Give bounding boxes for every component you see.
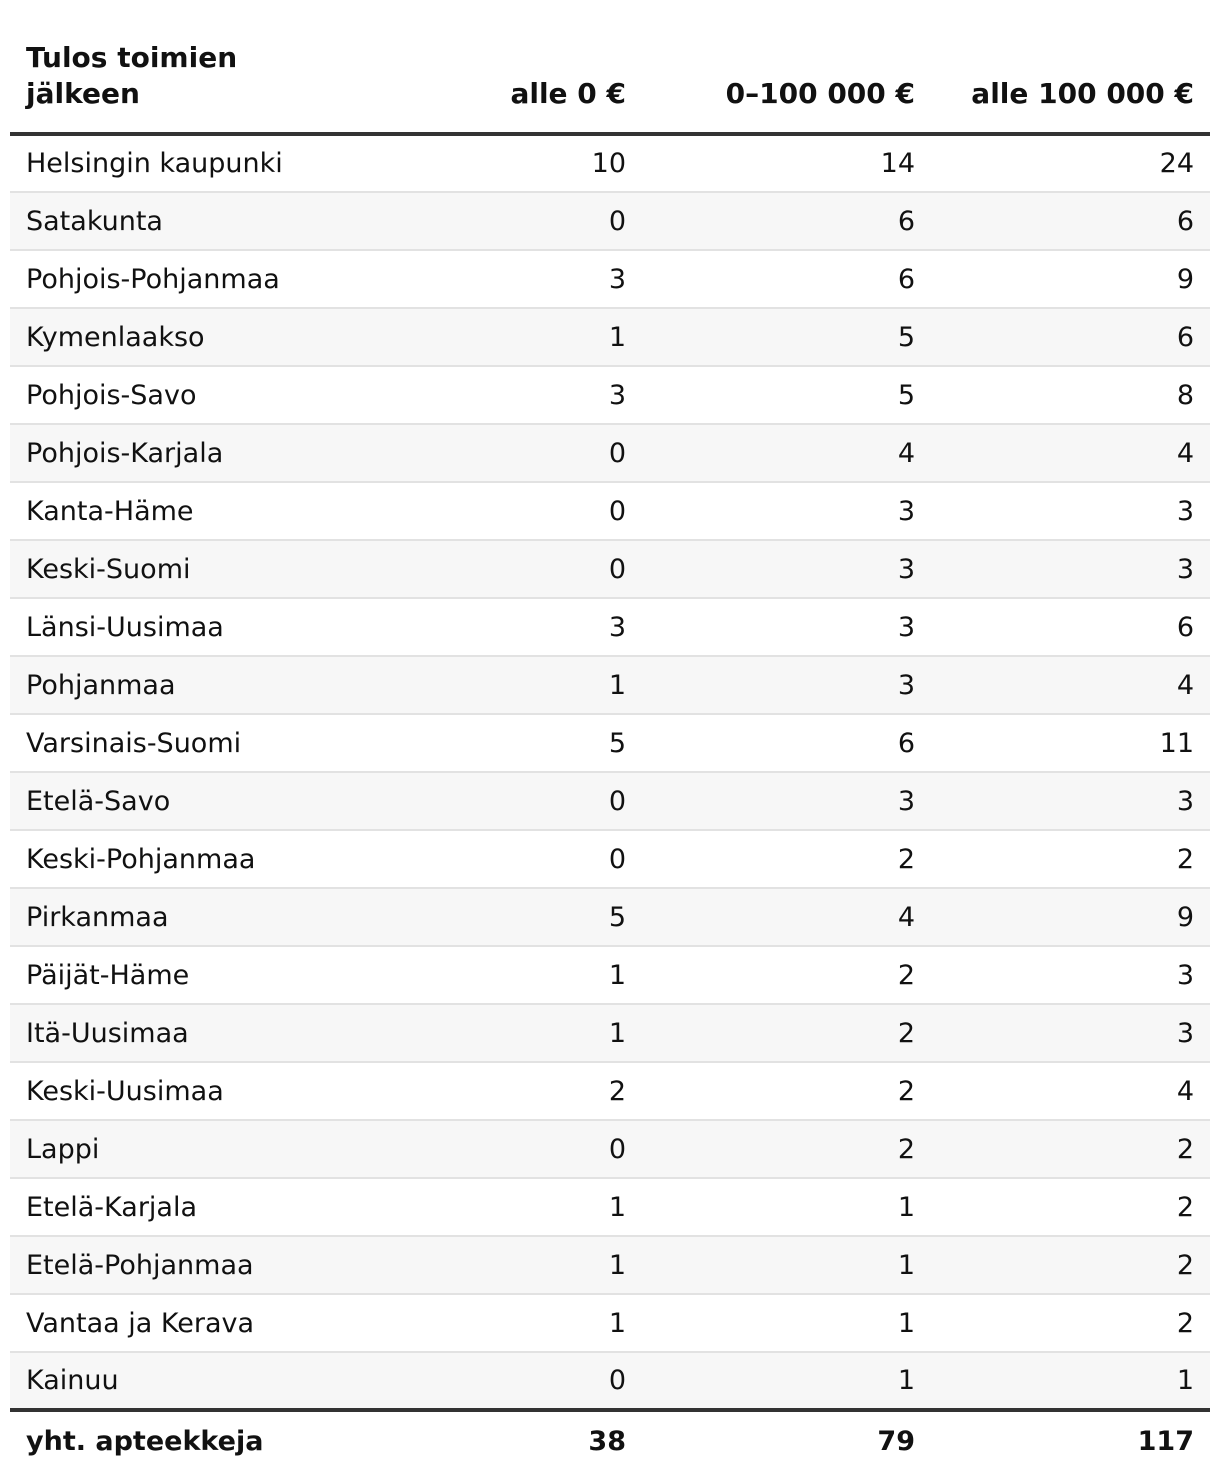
region-name: Keski-Suomi <box>10 540 442 598</box>
table-row <box>10 714 1210 772</box>
table-row <box>10 598 1210 656</box>
cell-below-zero: 0 <box>442 540 642 598</box>
region-name: Pohjanmaa <box>10 656 442 714</box>
total-zero-to-100k: 79 <box>642 1410 931 1470</box>
table-row <box>10 830 1210 888</box>
column-header-below-zero: alle 0 € <box>442 0 642 134</box>
cell-zero-to-100k: 4 <box>642 888 931 946</box>
region-name: Päijät-Häme <box>10 946 442 1004</box>
region-name: Varsinais-Suomi <box>10 714 442 772</box>
table-row <box>10 1004 1210 1062</box>
cell-below-zero: 0 <box>442 1120 642 1178</box>
region-name: Lappi <box>10 1120 442 1178</box>
total-label: yht. apteekkeja <box>10 1410 442 1470</box>
table-row <box>10 250 1210 308</box>
table-row <box>10 656 1210 714</box>
cell-below-zero: 1 <box>442 1294 642 1352</box>
cell-under-100k: 2 <box>931 1120 1210 1178</box>
table-row <box>10 482 1210 540</box>
cell-under-100k: 3 <box>931 540 1210 598</box>
cell-under-100k: 3 <box>931 772 1210 830</box>
region-name: Pohjois-Pohjanmaa <box>10 250 442 308</box>
table-row <box>10 424 1210 482</box>
cell-under-100k: 4 <box>931 1062 1210 1120</box>
column-header-zero-to-100k: 0–100 000 € <box>642 0 931 134</box>
region-name: Keski-Pohjanmaa <box>10 830 442 888</box>
cell-zero-to-100k: 1 <box>642 1236 931 1294</box>
cell-under-100k: 1 <box>931 1352 1210 1410</box>
cell-under-100k: 3 <box>931 946 1210 1004</box>
cell-zero-to-100k: 14 <box>642 134 931 192</box>
cell-below-zero: 1 <box>442 1178 642 1236</box>
cell-zero-to-100k: 6 <box>642 192 931 250</box>
cell-zero-to-100k: 1 <box>642 1294 931 1352</box>
region-name: Kanta-Häme <box>10 482 442 540</box>
cell-below-zero: 0 <box>442 772 642 830</box>
cell-below-zero: 3 <box>442 250 642 308</box>
total-below-zero: 38 <box>442 1410 642 1470</box>
table-row <box>10 134 1210 192</box>
cell-below-zero: 5 <box>442 888 642 946</box>
cell-zero-to-100k: 2 <box>642 830 931 888</box>
cell-under-100k: 11 <box>931 714 1210 772</box>
table-row <box>10 1236 1210 1294</box>
cell-zero-to-100k: 2 <box>642 1004 931 1062</box>
header-row <box>10 0 1210 134</box>
cell-under-100k: 2 <box>931 830 1210 888</box>
table-row <box>10 1062 1210 1120</box>
table-row <box>10 540 1210 598</box>
cell-below-zero: 1 <box>442 308 642 366</box>
cell-below-zero: 1 <box>442 1004 642 1062</box>
cell-zero-to-100k: 5 <box>642 366 931 424</box>
results-table <box>10 0 1210 1470</box>
cell-below-zero: 0 <box>442 424 642 482</box>
column-header-under-100k: alle 100 000 € <box>931 0 1210 134</box>
cell-below-zero: 0 <box>442 830 642 888</box>
region-name: Pohjois-Karjala <box>10 424 442 482</box>
region-name: Keski-Uusimaa <box>10 1062 442 1120</box>
cell-below-zero: 0 <box>442 1352 642 1410</box>
cell-zero-to-100k: 1 <box>642 1352 931 1410</box>
region-name: Länsi-Uusimaa <box>10 598 442 656</box>
table-row <box>10 1120 1210 1178</box>
cell-zero-to-100k: 6 <box>642 714 931 772</box>
column-header-name-line-2: jälkeen <box>26 77 140 110</box>
cell-under-100k: 2 <box>931 1178 1210 1236</box>
cell-below-zero: 0 <box>442 482 642 540</box>
cell-under-100k: 2 <box>931 1236 1210 1294</box>
table-row <box>10 1178 1210 1236</box>
region-name: Kymenlaakso <box>10 308 442 366</box>
table-row <box>10 946 1210 1004</box>
cell-zero-to-100k: 3 <box>642 540 931 598</box>
cell-zero-to-100k: 4 <box>642 424 931 482</box>
table-row <box>10 1352 1210 1410</box>
table-row <box>10 772 1210 830</box>
cell-under-100k: 3 <box>931 482 1210 540</box>
cell-under-100k: 24 <box>931 134 1210 192</box>
region-name: Satakunta <box>10 192 442 250</box>
region-name: Pirkanmaa <box>10 888 442 946</box>
cell-under-100k: 6 <box>931 598 1210 656</box>
region-name: Etelä-Pohjanmaa <box>10 1236 442 1294</box>
table-row <box>10 192 1210 250</box>
cell-below-zero: 0 <box>442 192 642 250</box>
cell-under-100k: 6 <box>931 308 1210 366</box>
cell-zero-to-100k: 3 <box>642 482 931 540</box>
cell-under-100k: 4 <box>931 656 1210 714</box>
region-name: Itä-Uusimaa <box>10 1004 442 1062</box>
cell-below-zero: 1 <box>442 946 642 1004</box>
cell-zero-to-100k: 2 <box>642 1062 931 1120</box>
total-row <box>10 1410 1210 1470</box>
table-body <box>10 134 1210 1410</box>
region-name: Vantaa ja Kerava <box>10 1294 442 1352</box>
table-row <box>10 308 1210 366</box>
cell-below-zero: 3 <box>442 366 642 424</box>
region-name: Pohjois-Savo <box>10 366 442 424</box>
table-row <box>10 888 1210 946</box>
cell-under-100k: 6 <box>931 192 1210 250</box>
cell-zero-to-100k: 3 <box>642 772 931 830</box>
total-under-100k: 117 <box>931 1410 1210 1470</box>
cell-zero-to-100k: 3 <box>642 656 931 714</box>
cell-zero-to-100k: 2 <box>642 946 931 1004</box>
cell-zero-to-100k: 5 <box>642 308 931 366</box>
region-name: Etelä-Karjala <box>10 1178 442 1236</box>
cell-under-100k: 9 <box>931 888 1210 946</box>
cell-zero-to-100k: 3 <box>642 598 931 656</box>
region-name: Etelä-Savo <box>10 772 442 830</box>
table-row <box>10 366 1210 424</box>
results-table-container <box>10 0 1210 1470</box>
table-row <box>10 1294 1210 1352</box>
region-name: Helsingin kaupunki <box>10 134 442 192</box>
cell-under-100k: 9 <box>931 250 1210 308</box>
cell-zero-to-100k: 2 <box>642 1120 931 1178</box>
cell-under-100k: 4 <box>931 424 1210 482</box>
cell-below-zero: 5 <box>442 714 642 772</box>
column-header-name-line-1: Tulos toimien <box>26 41 238 74</box>
cell-below-zero: 1 <box>442 1236 642 1294</box>
cell-zero-to-100k: 6 <box>642 250 931 308</box>
cell-zero-to-100k: 1 <box>642 1178 931 1236</box>
cell-below-zero: 3 <box>442 598 642 656</box>
cell-below-zero: 2 <box>442 1062 642 1120</box>
region-name: Kainuu <box>10 1352 442 1410</box>
cell-below-zero: 10 <box>442 134 642 192</box>
cell-under-100k: 3 <box>931 1004 1210 1062</box>
cell-below-zero: 1 <box>442 656 642 714</box>
table-header <box>10 0 1210 134</box>
cell-under-100k: 8 <box>931 366 1210 424</box>
column-header-name <box>10 0 442 134</box>
table-footer <box>10 1410 1210 1470</box>
cell-under-100k: 2 <box>931 1294 1210 1352</box>
